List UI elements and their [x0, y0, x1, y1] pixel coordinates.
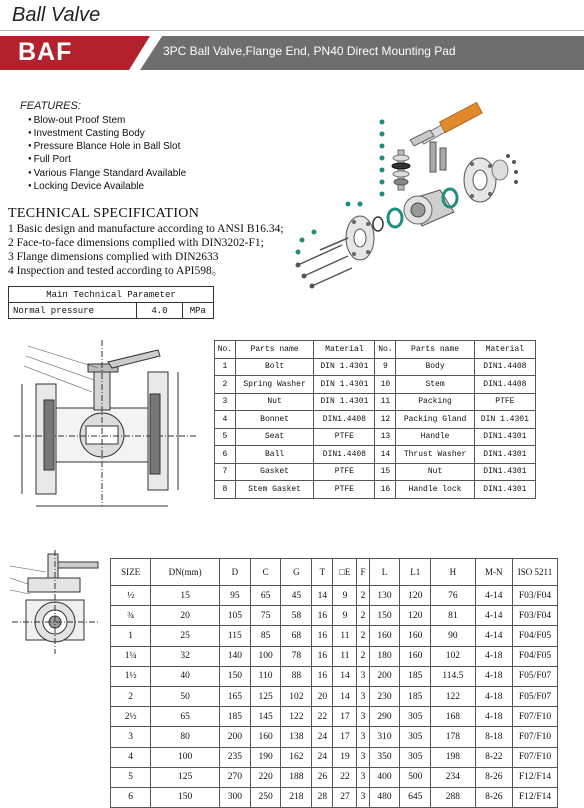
- dimension-table-cell: 300: [219, 787, 250, 807]
- dimension-table-cell: 24: [312, 747, 333, 767]
- dimension-table-cell: 188: [281, 767, 312, 787]
- dimension-table-cell: 160: [400, 646, 431, 666]
- spec-item: 4 Inspection and tested according to API598。: [8, 265, 224, 277]
- parts-header-name: Parts name: [396, 341, 474, 359]
- parts-table-cell: 7: [215, 463, 236, 481]
- parts-table-cell: Stem: [396, 376, 474, 394]
- dimension-table-cell: 102: [281, 686, 312, 706]
- dimension-table-cell: 4-14: [475, 606, 512, 626]
- dimension-header-cell: L: [369, 559, 400, 586]
- dimension-table-cell: 162: [281, 747, 312, 767]
- parts-table-cell: 8: [215, 481, 236, 499]
- feature-item: ● Full Port: [28, 153, 186, 166]
- dimension-table-cell: 115: [219, 626, 250, 646]
- dimension-table-cell: 114.5: [431, 666, 475, 686]
- dimension-table-cell: 185: [400, 686, 431, 706]
- dimension-table-cell: 14: [333, 686, 357, 706]
- dimension-table-row: [111, 666, 558, 686]
- parts-header-no: No.: [375, 341, 396, 359]
- dimension-table-row: [111, 606, 558, 626]
- dimension-header-cell: D: [219, 559, 250, 586]
- parts-table-row: [215, 481, 536, 499]
- dimension-table-cell: 350: [369, 747, 400, 767]
- dimension-table-cell: 2: [111, 686, 151, 706]
- dimension-table-cell: 4-18: [475, 646, 512, 666]
- dimension-table-cell: 2: [357, 586, 369, 606]
- dimension-table-cell: F05/F07: [513, 666, 558, 686]
- product-code: BAF: [18, 38, 73, 66]
- dimension-table-cell: 8-18: [475, 727, 512, 747]
- dimension-table-cell: F03/F04: [513, 606, 558, 626]
- parts-table-cell: DIN 1.4301: [314, 358, 375, 376]
- parts-table-row: [215, 428, 536, 446]
- dimension-table-cell: 150: [151, 787, 220, 807]
- dimension-table-cell: 178: [431, 727, 475, 747]
- dimension-table-cell: 110: [250, 666, 281, 686]
- dimension-table-cell: 198: [431, 747, 475, 767]
- dimension-table-cell: 305: [400, 707, 431, 727]
- parts-table-cell: DIN 1.4301: [314, 376, 375, 394]
- dimension-header-row: [111, 559, 558, 586]
- dimension-table-cell: 3: [357, 707, 369, 727]
- dimension-header-cell: □E: [333, 559, 357, 586]
- dimension-table-cell: 16: [312, 646, 333, 666]
- parts-table-cell: 16: [375, 481, 396, 499]
- dimension-table-cell: 14: [333, 666, 357, 686]
- dimension-table-cell: 22: [312, 707, 333, 727]
- dimension-table-cell: 102: [431, 646, 475, 666]
- dimension-table-cell: 1: [111, 626, 151, 646]
- dimension-table-row: [111, 707, 558, 727]
- dimension-table-cell: F12/F14: [513, 787, 558, 807]
- dimension-table-cell: 168: [431, 707, 475, 727]
- parts-table-row: [215, 446, 536, 464]
- dimension-table-cell: 120: [400, 606, 431, 626]
- parts-table-cell: Body: [396, 358, 474, 376]
- dimension-header-cell: F: [357, 559, 369, 586]
- dimension-table-cell: F12/F14: [513, 767, 558, 787]
- face-view-drawing: [8, 548, 106, 658]
- spec-item: 1 Basic design and manufacture according to ANSI B16.34;: [8, 223, 284, 235]
- spec-list: [8, 222, 284, 278]
- dimension-table-cell: 2: [357, 606, 369, 626]
- parts-table-cell: Bonnet: [235, 411, 313, 429]
- dimension-table-cell: 24: [312, 727, 333, 747]
- dimension-table-cell: 58: [281, 606, 312, 626]
- dimension-table-cell: 1¼: [111, 646, 151, 666]
- dimension-header-cell: T: [312, 559, 333, 586]
- parts-table-cell: 3: [215, 393, 236, 411]
- param-value: 4.0: [137, 303, 182, 319]
- spec-heading: TECHNICAL SPECIFICATION: [8, 206, 200, 221]
- parts-table-cell: PTFE: [314, 463, 375, 481]
- parts-header-no: No.: [215, 341, 236, 359]
- parts-table-cell: DIN1.4301: [474, 463, 535, 481]
- parts-table-cell: Nut: [396, 463, 474, 481]
- dimension-table-cell: 11: [333, 646, 357, 666]
- dimension-table-cell: 400: [369, 767, 400, 787]
- dimension-table-cell: 19: [333, 747, 357, 767]
- parts-table-cell: PTFE: [314, 481, 375, 499]
- parts-table-cell: Packing: [396, 393, 474, 411]
- dimension-table-cell: 25: [151, 626, 220, 646]
- dimension-table-cell: 220: [250, 767, 281, 787]
- parts-table-cell: DIN1.4408: [474, 358, 535, 376]
- dimension-table-cell: 88: [281, 666, 312, 686]
- dimension-table-cell: 16: [312, 626, 333, 646]
- parts-table-cell: 12: [375, 411, 396, 429]
- parts-table-cell: 2: [215, 376, 236, 394]
- dimension-table-body: [111, 586, 558, 808]
- dimension-table-cell: 125: [250, 686, 281, 706]
- feature-item: ● Blow-out Proof Stem: [28, 114, 186, 127]
- dimension-table: [110, 558, 558, 808]
- features-heading: FEATURES:: [20, 100, 81, 112]
- parts-table-cell: Thrust Washer: [396, 446, 474, 464]
- dimension-table-cell: 160: [369, 626, 400, 646]
- dimension-table-cell: 305: [400, 747, 431, 767]
- dimension-table-cell: 32: [151, 646, 220, 666]
- parts-table-cell: DIN1.4301: [474, 428, 535, 446]
- dimension-table-cell: 100: [151, 747, 220, 767]
- dimension-table-cell: 85: [250, 626, 281, 646]
- dimension-table-cell: 3: [357, 747, 369, 767]
- dimension-table-cell: 122: [281, 707, 312, 727]
- parts-table-cell: DIN1.4408: [474, 376, 535, 394]
- dimension-table-cell: 40: [151, 666, 220, 686]
- right-flange-part: [464, 158, 508, 202]
- dimension-table-cell: 80: [151, 727, 220, 747]
- dimension-table-cell: F07/F10: [513, 707, 558, 727]
- dimension-table-cell: 120: [400, 586, 431, 606]
- dimension-table-cell: 27: [333, 787, 357, 807]
- exploded-view-illustration: [290, 100, 530, 300]
- bolt-parts: [298, 238, 352, 286]
- param-unit: MPa: [182, 303, 213, 319]
- dimension-table-cell: 200: [219, 727, 250, 747]
- dimension-table-cell: 65: [151, 707, 220, 727]
- dimension-header-cell: DN(mm): [151, 559, 220, 586]
- parts-table-cell: Spring Washer: [235, 376, 313, 394]
- feature-item: ● Locking Device Available: [28, 180, 186, 193]
- parts-table-cell: PTFE: [474, 393, 535, 411]
- dimension-table-cell: 270: [219, 767, 250, 787]
- dimension-table-cell: 4-18: [475, 666, 512, 686]
- dimension-header-cell: M-N: [475, 559, 512, 586]
- dimension-table-cell: 235: [219, 747, 250, 767]
- dimension-table-cell: 160: [250, 727, 281, 747]
- parts-table-cell: 5: [215, 428, 236, 446]
- dimension-table-cell: 150: [369, 606, 400, 626]
- parts-table-cell: 13: [375, 428, 396, 446]
- dimension-table-row: [111, 686, 558, 706]
- parts-table-cell: DIN 1.4301: [314, 393, 375, 411]
- dimension-table-cell: 4-14: [475, 626, 512, 646]
- parts-table-cell: Seat: [235, 428, 313, 446]
- parts-header-name: Parts name: [235, 341, 313, 359]
- dimension-table-cell: 645: [400, 787, 431, 807]
- dimension-table-cell: 5: [111, 767, 151, 787]
- dimension-table-cell: 4-14: [475, 586, 512, 606]
- dimension-table-cell: F07/F10: [513, 727, 558, 747]
- dimension-table-cell: 6: [111, 787, 151, 807]
- dimension-table-cell: 125: [151, 767, 220, 787]
- dimension-table-cell: 480: [369, 787, 400, 807]
- dimension-table-cell: 16: [312, 666, 333, 686]
- dimension-table-cell: 165: [219, 686, 250, 706]
- dimension-table-cell: 3: [357, 686, 369, 706]
- parts-table-cell: 9: [375, 358, 396, 376]
- main-parameter-table: [8, 286, 214, 319]
- dimension-table-cell: 145: [250, 707, 281, 727]
- spec-item: 3 Flange dimensions complied with DIN2633: [8, 251, 219, 263]
- dimension-header-cell: C: [250, 559, 281, 586]
- dimension-table-cell: 2½: [111, 707, 151, 727]
- dimension-table-cell: 288: [431, 787, 475, 807]
- dimension-table-cell: 218: [281, 787, 312, 807]
- dimension-table-cell: 250: [250, 787, 281, 807]
- sectional-drawing: [8, 336, 208, 516]
- dimension-table-cell: ¾: [111, 606, 151, 626]
- dimension-table-cell: 140: [219, 646, 250, 666]
- parts-table-cell: 10: [375, 376, 396, 394]
- dimension-table-cell: 3: [111, 727, 151, 747]
- parts-table-cell: Ball: [235, 446, 313, 464]
- dimension-table-cell: ½: [111, 586, 151, 606]
- dimension-table-cell: 2: [357, 626, 369, 646]
- dimension-header-cell: SIZE: [111, 559, 151, 586]
- dimension-table-cell: 20: [151, 606, 220, 626]
- dimension-table-cell: 3: [357, 666, 369, 686]
- dimension-table-cell: 1½: [111, 666, 151, 686]
- parts-table-cell: DIN1.4301: [474, 446, 535, 464]
- parts-table-cell: 11: [375, 393, 396, 411]
- parts-table-cell: DIN1.4301: [474, 481, 535, 499]
- parts-header-material: Material: [314, 341, 375, 359]
- dimension-table-cell: 500: [400, 767, 431, 787]
- parts-table-cell: Stem Gasket: [235, 481, 313, 499]
- parts-table-cell: Handle: [396, 428, 474, 446]
- dimension-table-cell: F05/F07: [513, 686, 558, 706]
- dimension-table-cell: 14: [312, 586, 333, 606]
- dimension-table-cell: 180: [369, 646, 400, 666]
- left-flange-part: [346, 216, 374, 260]
- parts-table-cell: 1: [215, 358, 236, 376]
- spec-item: 2 Face-to-face dimensions complied with DIN3202-F1;: [8, 237, 264, 249]
- parts-header-material: Material: [474, 341, 535, 359]
- parts-table-cell: DIN1.4408: [314, 446, 375, 464]
- dimension-table-cell: F04/F05: [513, 646, 558, 666]
- dimension-table-row: [111, 626, 558, 646]
- dimension-table-cell: 45: [281, 586, 312, 606]
- parts-table-cell: 14: [375, 446, 396, 464]
- param-label: Normal pressure: [9, 303, 137, 319]
- dimension-table-row: [111, 787, 558, 807]
- dimension-table-row: [111, 767, 558, 787]
- dimension-table-cell: 95: [219, 586, 250, 606]
- valve-body-part: [404, 190, 454, 226]
- dimension-table-cell: 185: [219, 707, 250, 727]
- parts-table-cell: Bolt: [235, 358, 313, 376]
- parts-table-cell: 15: [375, 463, 396, 481]
- dimension-table-cell: 122: [431, 686, 475, 706]
- feature-item: ● Various Flange Standard Available: [28, 167, 186, 180]
- parts-table-row: [215, 411, 536, 429]
- parts-table-cell: DIN 1.4301: [474, 411, 535, 429]
- title-divider: [0, 30, 584, 31]
- dimension-table-cell: 310: [369, 727, 400, 747]
- dimension-table-cell: 68: [281, 626, 312, 646]
- dimension-table-cell: 190: [250, 747, 281, 767]
- dimension-table-cell: 150: [219, 666, 250, 686]
- dimension-table-cell: 3: [357, 787, 369, 807]
- dimension-table-cell: 100: [250, 646, 281, 666]
- dimension-table-cell: F07/F10: [513, 747, 558, 767]
- dimension-table-cell: 234: [431, 767, 475, 787]
- product-banner: [0, 36, 584, 70]
- dimension-table-cell: 81: [431, 606, 475, 626]
- dimension-header-cell: H: [431, 559, 475, 586]
- dimension-table-cell: 78: [281, 646, 312, 666]
- parts-table: [214, 340, 536, 499]
- parts-table-cell: Handle lock: [396, 481, 474, 499]
- parts-table-cell: 4: [215, 411, 236, 429]
- dimension-table-cell: 17: [333, 707, 357, 727]
- parts-table-cell: Packing Gland: [396, 411, 474, 429]
- dimension-table-cell: 160: [400, 626, 431, 646]
- dimension-table-row: [111, 646, 558, 666]
- dimension-table-cell: 105: [219, 606, 250, 626]
- dimension-table-cell: 20: [312, 686, 333, 706]
- dimension-table-cell: 17: [333, 727, 357, 747]
- product-subtitle: 3PC Ball Valve,Flange End, PN40 Direct Mounting Pad: [163, 44, 456, 58]
- parts-table-cell: PTFE: [314, 428, 375, 446]
- dimension-table-cell: 76: [431, 586, 475, 606]
- page-title: Ball Valve: [12, 4, 101, 26]
- parts-table-cell: DIN1.4408: [314, 411, 375, 429]
- dimension-table-cell: 138: [281, 727, 312, 747]
- dimension-table-cell: 8-26: [475, 787, 512, 807]
- feature-item: ● Investment Casting Body: [28, 127, 186, 140]
- dimension-table-cell: 9: [333, 606, 357, 626]
- dimension-table-cell: 8-22: [475, 747, 512, 767]
- dimension-table-cell: 200: [369, 666, 400, 686]
- parts-table-cell: Nut: [235, 393, 313, 411]
- handle-part: [410, 102, 482, 146]
- parts-table-row: [215, 463, 536, 481]
- dimension-table-cell: 22: [333, 767, 357, 787]
- dimension-table-cell: 3: [357, 727, 369, 747]
- dimension-table-cell: 185: [400, 666, 431, 686]
- dimension-table-cell: 75: [250, 606, 281, 626]
- dimension-table-cell: 290: [369, 707, 400, 727]
- param-table-title: Main Technical Parameter: [9, 287, 214, 303]
- dimension-header-cell: G: [281, 559, 312, 586]
- dimension-table-cell: 305: [400, 727, 431, 747]
- dimension-table-cell: 9: [333, 586, 357, 606]
- dimension-header-cell: ISO 5211: [513, 559, 558, 586]
- dimension-table-cell: 4-18: [475, 707, 512, 727]
- dimension-table-cell: 4-18: [475, 686, 512, 706]
- dimension-table-cell: 4: [111, 747, 151, 767]
- parts-table-body: [215, 358, 536, 498]
- dimension-table-cell: 15: [151, 586, 220, 606]
- dimension-header-cell: L1: [400, 559, 431, 586]
- dimension-table-cell: F04/F05: [513, 626, 558, 646]
- dimension-table-row: [111, 747, 558, 767]
- feature-item: ● Pressure Blance Hole in Ball Slot: [28, 140, 186, 153]
- dimension-table-cell: F03/F04: [513, 586, 558, 606]
- parts-table-row: [215, 358, 536, 376]
- parts-table-cell: 6: [215, 446, 236, 464]
- dimension-table-row: [111, 586, 558, 606]
- dimension-table-cell: 16: [312, 606, 333, 626]
- dimension-table-cell: 28: [312, 787, 333, 807]
- dimension-table-row: [111, 727, 558, 747]
- dimension-table-cell: 8-26: [475, 767, 512, 787]
- dimension-table-cell: 130: [369, 586, 400, 606]
- dimension-table-cell: 230: [369, 686, 400, 706]
- dimension-table-cell: 11: [333, 626, 357, 646]
- parts-table-row: [215, 393, 536, 411]
- parts-table-cell: Gasket: [235, 463, 313, 481]
- dimension-table-cell: 90: [431, 626, 475, 646]
- dimension-table-cell: 2: [357, 646, 369, 666]
- dimension-table-cell: 65: [250, 586, 281, 606]
- dimension-table-cell: 3: [357, 767, 369, 787]
- features-list: [28, 114, 186, 193]
- dimension-table-cell: 50: [151, 686, 220, 706]
- stem-stack-part: [392, 142, 446, 190]
- dimension-table-cell: 26: [312, 767, 333, 787]
- parts-table-row: [215, 376, 536, 394]
